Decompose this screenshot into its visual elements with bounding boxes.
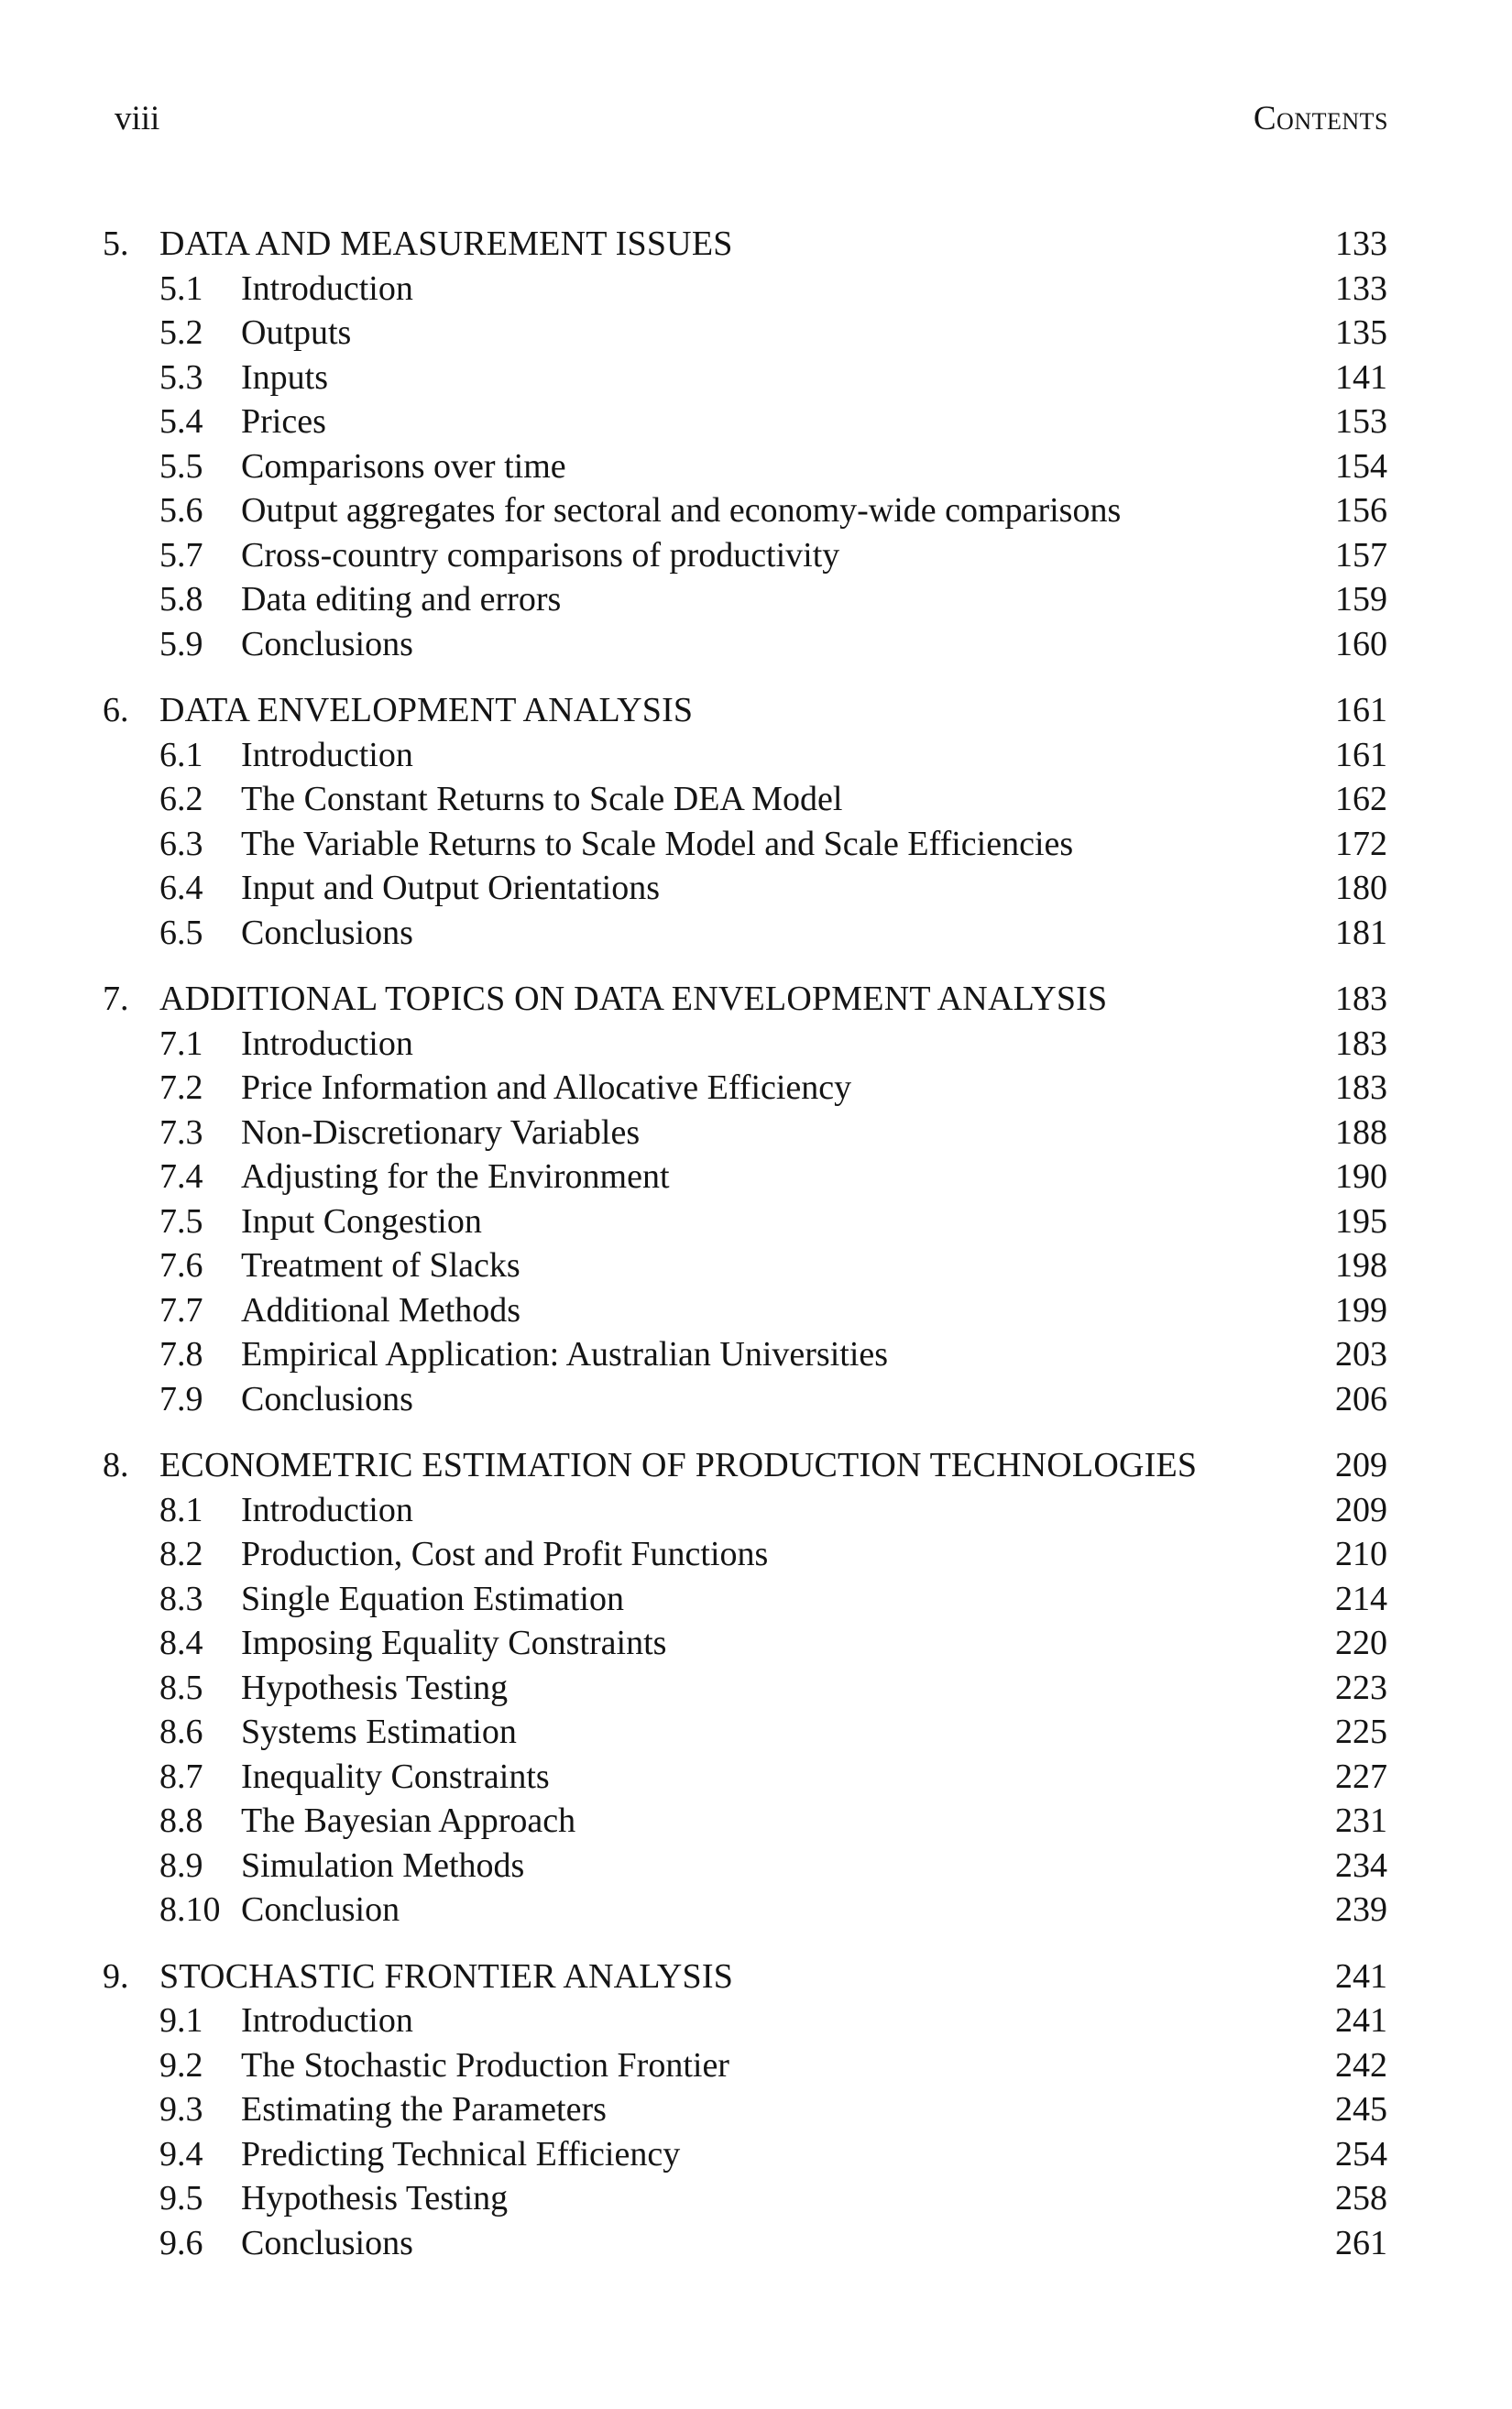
section-entry[interactable] — [0, 311, 1512, 356]
section-number: 5.1 — [159, 268, 203, 308]
section-entry[interactable] — [0, 577, 1512, 622]
section-page: 225 — [1335, 1713, 1387, 1751]
chapter-title: DATA ENVELOPMENT ANALYSIS — [159, 691, 694, 729]
section-entry[interactable] — [0, 1022, 1512, 1067]
section-number: 7.1 — [159, 1024, 203, 1063]
section-entry[interactable] — [0, 911, 1512, 956]
section-entry[interactable] — [0, 400, 1512, 444]
section-page: 172 — [1335, 824, 1387, 863]
section-title: Conclusions — [241, 1379, 413, 1418]
section-number: 8.5 — [159, 1668, 203, 1707]
section-title: Conclusions — [241, 2223, 413, 2262]
section-title: Input and Output Orientations — [241, 869, 660, 907]
section-entry[interactable] — [0, 444, 1512, 489]
section-page: 210 — [1335, 1535, 1387, 1573]
section-title: Production, Cost and Profit Functions — [241, 1535, 769, 1573]
section-title: Input Congestion — [241, 1201, 482, 1241]
section-number: 5.8 — [159, 580, 203, 619]
section-page: 227 — [1335, 1757, 1387, 1796]
section-entry[interactable] — [0, 2176, 1512, 2221]
section-title: Predicting Technical Efficiency — [241, 2134, 681, 2174]
section-number: 7.9 — [159, 1379, 203, 1418]
running-title: Contents — [1253, 100, 1388, 137]
section-title: Introduction — [241, 1490, 413, 1529]
chapter-entry[interactable] — [0, 1443, 1512, 1488]
section-page: 203 — [1335, 1335, 1387, 1374]
section-page: 188 — [1335, 1112, 1387, 1152]
chapter-page: 133 — [1335, 224, 1387, 263]
section-title: Introduction — [241, 735, 413, 774]
section-title: Output aggregates for sectoral and economy-wide comparisons — [241, 491, 1122, 530]
section-title: Introduction — [241, 2001, 413, 2040]
section-entry[interactable] — [0, 1888, 1512, 1933]
section-entry[interactable] — [0, 866, 1512, 911]
section-number: 9.2 — [159, 2045, 203, 2085]
section-page: 154 — [1335, 446, 1387, 486]
section-number: 5.6 — [159, 491, 203, 530]
section-number: 7.2 — [159, 1068, 203, 1107]
section-entry[interactable] — [0, 733, 1512, 778]
section-entry[interactable] — [0, 488, 1512, 533]
chapter-title: DATA AND MEASUREMENT ISSUES — [159, 224, 733, 263]
section-page: 234 — [1335, 1845, 1387, 1885]
section-entry[interactable] — [0, 1621, 1512, 1666]
section-page: 258 — [1335, 2179, 1387, 2217]
section-number: 8.3 — [159, 1579, 203, 1618]
section-number: 8.10 — [159, 1890, 221, 1929]
section-title: Hypothesis Testing — [241, 2179, 509, 2217]
section-page: 161 — [1335, 735, 1387, 774]
section-page: 231 — [1335, 1801, 1387, 1840]
table-of-contents — [0, 222, 1512, 2287]
chapter-block — [0, 1443, 1512, 1933]
section-entry[interactable] — [0, 1710, 1512, 1755]
section-title: Non-Discretionary Variables — [241, 1112, 641, 1152]
section-page: 181 — [1335, 913, 1387, 952]
section-number: 7.8 — [159, 1335, 203, 1374]
section-page: 199 — [1335, 1290, 1387, 1330]
section-page: 160 — [1335, 624, 1387, 663]
chapter-title: STOCHASTIC FRONTIER ANALYSIS — [159, 1956, 734, 1996]
section-number: 5.7 — [159, 535, 203, 575]
section-entry[interactable] — [0, 1288, 1512, 1333]
chapter-entry[interactable] — [0, 1955, 1512, 1999]
section-number: 5.3 — [159, 357, 203, 397]
chapter-number: 8. — [103, 1446, 129, 1484]
chapter-page: 241 — [1335, 1956, 1387, 1996]
section-entry[interactable] — [0, 2132, 1512, 2177]
section-number: 7.6 — [159, 1246, 203, 1285]
section-page: 241 — [1335, 2001, 1387, 2040]
section-page: 254 — [1335, 2134, 1387, 2174]
section-page: 239 — [1335, 1890, 1387, 1929]
section-page: 183 — [1335, 1024, 1387, 1063]
section-title: The Constant Returns to Scale DEA Model — [241, 780, 843, 818]
section-page: 223 — [1335, 1668, 1387, 1707]
section-page: 195 — [1335, 1201, 1387, 1241]
section-number: 6.1 — [159, 735, 203, 774]
chapter-block — [0, 977, 1512, 1421]
section-page: 209 — [1335, 1490, 1387, 1529]
section-entry[interactable] — [0, 1332, 1512, 1377]
section-number: 7.4 — [159, 1157, 203, 1196]
section-number: 5.9 — [159, 624, 203, 663]
section-entry[interactable] — [0, 1199, 1512, 1244]
section-entry[interactable] — [0, 1066, 1512, 1111]
chapter-number: 6. — [103, 691, 129, 729]
chapter-page: 209 — [1335, 1446, 1387, 1484]
section-number: 8.6 — [159, 1713, 203, 1751]
section-title: Outputs — [241, 313, 352, 352]
section-entry[interactable] — [0, 267, 1512, 312]
section-number: 9.3 — [159, 2090, 203, 2129]
section-title: The Stochastic Production Frontier — [241, 2045, 729, 2085]
chapter-number: 9. — [103, 1956, 129, 1996]
section-entry[interactable] — [0, 2087, 1512, 2132]
section-number: 8.1 — [159, 1490, 203, 1529]
section-number: 9.5 — [159, 2179, 203, 2217]
section-title: Inputs — [241, 357, 328, 397]
section-entry[interactable] — [0, 1532, 1512, 1577]
section-page: 135 — [1335, 313, 1387, 352]
section-page: 157 — [1335, 535, 1387, 575]
section-page: 242 — [1335, 2045, 1387, 2085]
section-title: Prices — [241, 402, 326, 441]
chapter-number: 7. — [103, 980, 129, 1018]
section-entry[interactable] — [0, 1377, 1512, 1422]
section-title: Adjusting for the Environment — [241, 1157, 670, 1196]
section-entry[interactable] — [0, 1799, 1512, 1844]
section-entry[interactable] — [0, 1755, 1512, 1800]
section-title: Data editing and errors — [241, 580, 562, 619]
section-number: 8.2 — [159, 1535, 203, 1573]
chapter-number: 5. — [103, 224, 129, 263]
section-entry[interactable] — [0, 622, 1512, 667]
section-number: 7.7 — [159, 1290, 203, 1330]
section-number: 5.2 — [159, 313, 203, 352]
section-page: 153 — [1335, 402, 1387, 441]
section-entry[interactable] — [0, 777, 1512, 822]
section-page: 190 — [1335, 1157, 1387, 1196]
section-entry[interactable] — [0, 2043, 1512, 2088]
section-title: The Bayesian Approach — [241, 1801, 576, 1840]
section-entry[interactable] — [0, 1666, 1512, 1711]
section-number: 8.8 — [159, 1801, 203, 1840]
section-number: 6.4 — [159, 869, 203, 907]
chapter-page: 183 — [1335, 980, 1387, 1018]
chapter-block — [0, 1955, 1512, 2266]
section-entry[interactable] — [0, 1577, 1512, 1622]
section-title: Conclusion — [241, 1890, 400, 1929]
chapter-block — [0, 688, 1512, 955]
chapter-title: ECONOMETRIC ESTIMATION OF PRODUCTION TECHNOLOGIES — [159, 1446, 1198, 1484]
section-title: Hypothesis Testing — [241, 1668, 509, 1707]
section-title: Treatment of Slacks — [241, 1246, 520, 1285]
section-page: 245 — [1335, 2090, 1387, 2129]
section-entry[interactable] — [0, 1111, 1512, 1155]
section-page: 156 — [1335, 491, 1387, 530]
section-page: 206 — [1335, 1379, 1387, 1418]
section-page: 261 — [1335, 2223, 1387, 2262]
chapter-entry[interactable] — [0, 977, 1512, 1022]
section-page: 133 — [1335, 268, 1387, 308]
section-number: 8.9 — [159, 1845, 203, 1885]
section-title: The Variable Returns to Scale Model and Scale Efficiencies — [241, 824, 1074, 863]
section-number: 9.1 — [159, 2001, 203, 2040]
section-title: Introduction — [241, 1024, 413, 1063]
section-number: 7.5 — [159, 1201, 203, 1241]
section-entry[interactable] — [0, 822, 1512, 867]
section-page: 183 — [1335, 1068, 1387, 1107]
section-page: 162 — [1335, 780, 1387, 818]
section-title: Conclusions — [241, 913, 413, 952]
section-entry[interactable] — [0, 356, 1512, 400]
section-number: 5.5 — [159, 446, 203, 486]
section-number: 5.4 — [159, 402, 203, 441]
section-page: 220 — [1335, 1624, 1387, 1662]
section-entry[interactable] — [0, 1844, 1512, 1889]
page-number: viii — [115, 100, 160, 137]
section-title: Comparisons over time — [241, 446, 566, 486]
section-title: Estimating the Parameters — [241, 2090, 607, 2129]
section-number: 6.2 — [159, 780, 203, 818]
chapter-title: ADDITIONAL TOPICS ON DATA ENVELOPMENT ANALYSIS — [159, 980, 1108, 1018]
section-title: Conclusions — [241, 624, 413, 663]
section-page: 214 — [1335, 1579, 1387, 1618]
chapter-entry[interactable] — [0, 688, 1512, 733]
section-title: Cross-country comparisons of productivity — [241, 535, 840, 575]
section-page: 159 — [1335, 580, 1387, 619]
section-page: 198 — [1335, 1246, 1387, 1285]
chapter-entry[interactable] — [0, 222, 1512, 267]
section-title: Additional Methods — [241, 1290, 521, 1330]
section-title: Single Equation Estimation — [241, 1579, 624, 1618]
section-title: Systems Estimation — [241, 1713, 517, 1751]
section-number: 6.3 — [159, 824, 203, 863]
section-title: Empirical Application: Australian Universities — [241, 1335, 889, 1374]
section-page: 141 — [1335, 357, 1387, 397]
chapter-block — [0, 222, 1512, 666]
section-number: 8.7 — [159, 1757, 203, 1796]
section-entry[interactable] — [0, 1243, 1512, 1288]
section-title: Simulation Methods — [241, 1845, 525, 1885]
section-number: 9.4 — [159, 2134, 203, 2174]
section-title: Inequality Constraints — [241, 1757, 550, 1796]
section-title: Price Information and Allocative Efficiency — [241, 1068, 852, 1107]
section-number: 7.3 — [159, 1112, 203, 1152]
chapter-page: 161 — [1335, 691, 1387, 729]
section-entry[interactable] — [0, 1998, 1512, 2043]
section-page: 180 — [1335, 869, 1387, 907]
section-entry[interactable] — [0, 1155, 1512, 1199]
section-number: 9.6 — [159, 2223, 203, 2262]
section-entry[interactable] — [0, 2221, 1512, 2266]
section-entry[interactable] — [0, 533, 1512, 578]
section-number: 8.4 — [159, 1624, 203, 1662]
section-entry[interactable] — [0, 1488, 1512, 1533]
section-title: Imposing Equality Constraints — [241, 1624, 667, 1662]
section-number: 6.5 — [159, 913, 203, 952]
section-title: Introduction — [241, 268, 413, 308]
